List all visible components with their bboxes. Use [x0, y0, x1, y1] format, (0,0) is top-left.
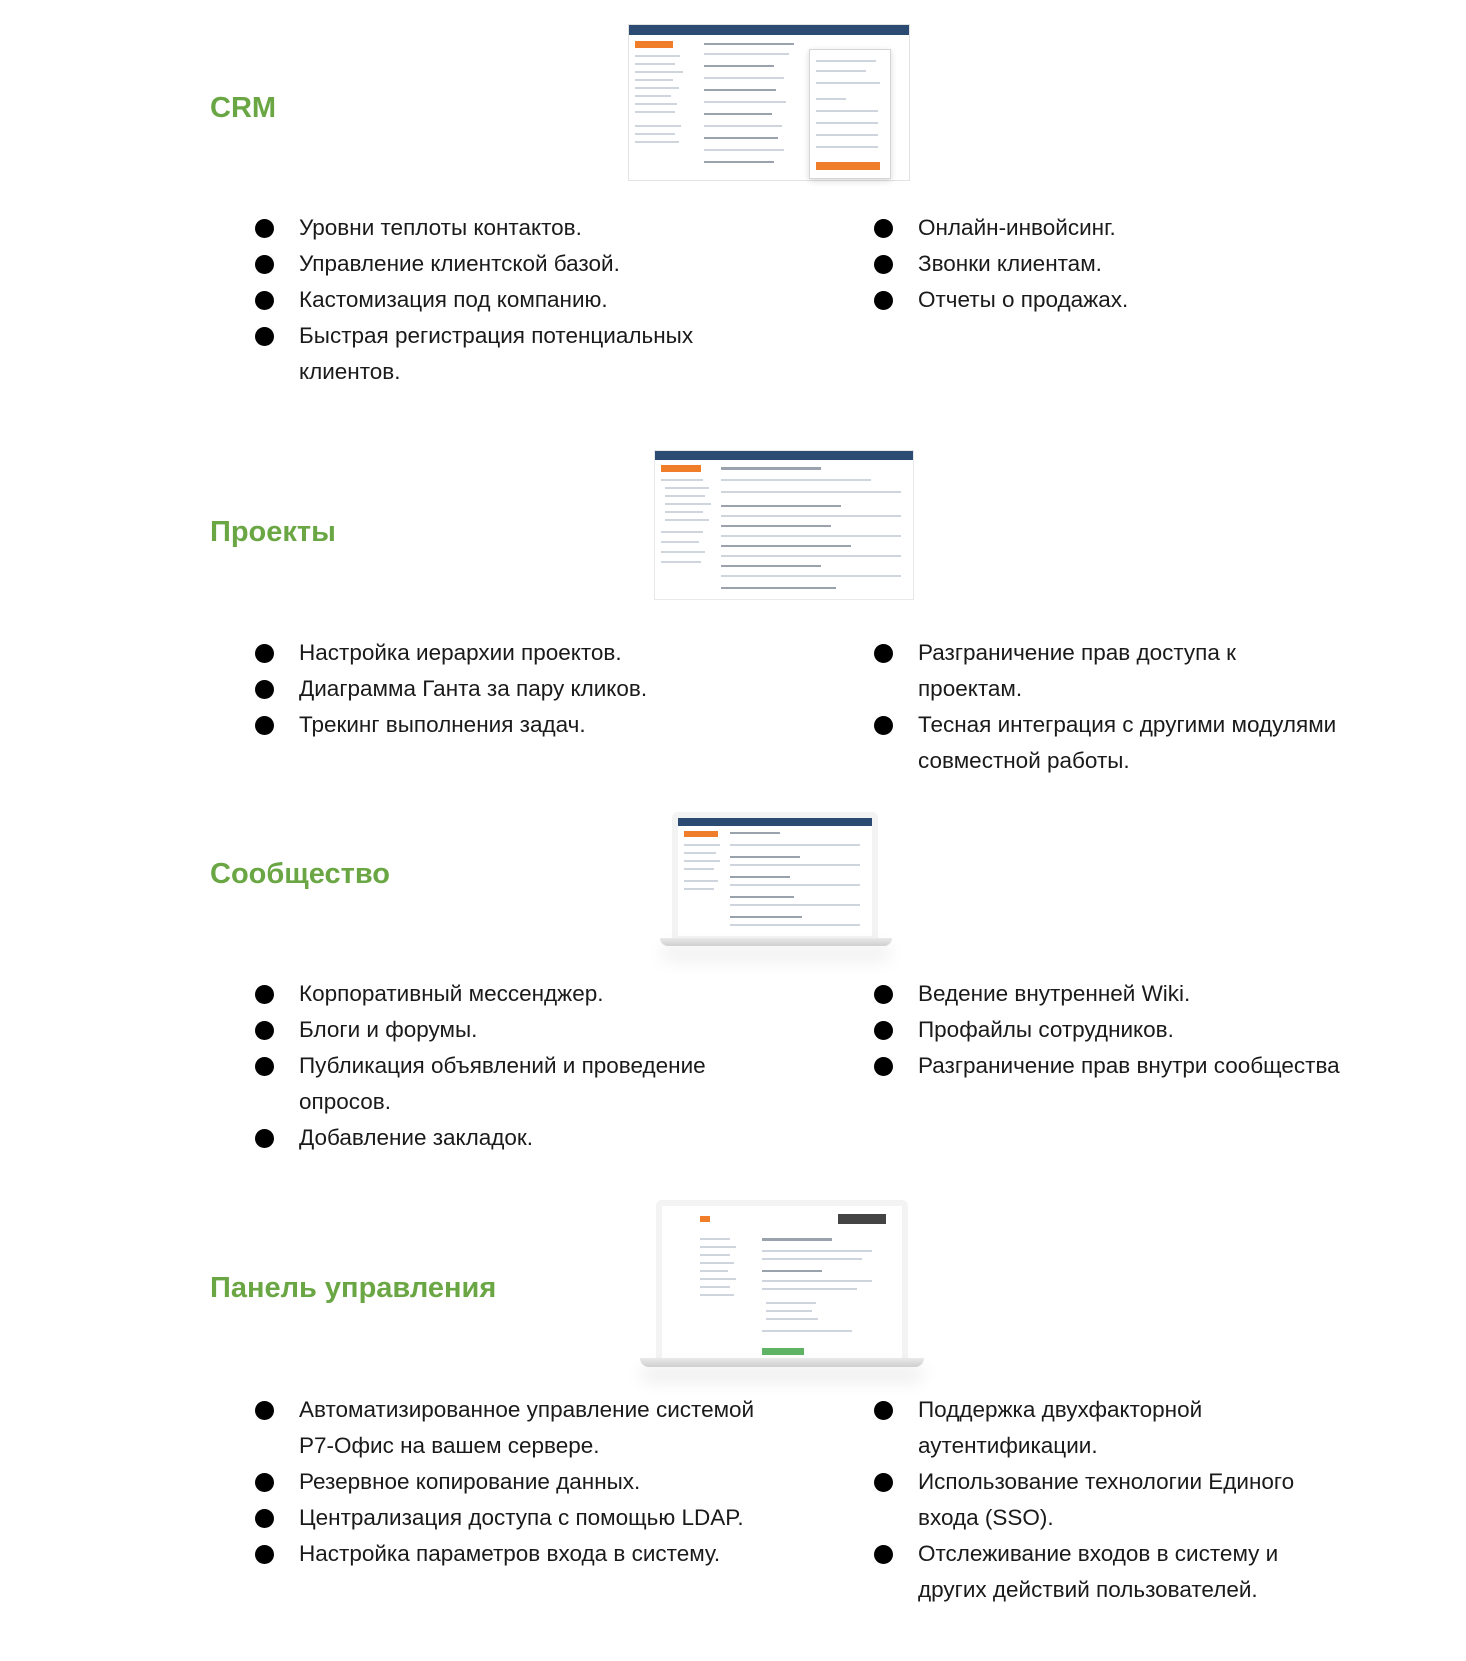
bullet-icon [874, 985, 893, 1004]
section-title-control-panel: Панель управления [210, 1272, 497, 1304]
list-item: Публикация объявлений и проведение опросов. [255, 1048, 755, 1120]
bullet-icon [874, 644, 893, 663]
section-title-projects: Проекты [210, 516, 336, 548]
list-item: Ведение внутренней Wiki. [874, 976, 1344, 1012]
list-item: Разграничение прав внутри сообщества [874, 1048, 1344, 1084]
list-item: Настройка параметров входа в систему. [255, 1536, 755, 1572]
list-item: Уровни теплоты контактов. [255, 210, 755, 246]
bullet-icon [255, 219, 274, 238]
bullet-icon [255, 1473, 274, 1492]
list-item: Резервное копирование данных. [255, 1464, 755, 1500]
bullet-icon [255, 1401, 274, 1420]
list-item: Тесная интеграция с другими модулями совместной работы. [874, 707, 1344, 779]
bullet-icon [255, 1545, 274, 1564]
list-item: Быстрая регистрация потенциальных клиентов. [255, 318, 755, 390]
list-item: Использование технологии Единого входа (SSO). [874, 1464, 1344, 1536]
crm-screenshot [628, 24, 910, 181]
bullet-icon [874, 291, 893, 310]
list-item: Отчеты о продажах. [874, 282, 1344, 318]
bullet-icon [255, 680, 274, 699]
list-item: Добавление закладок. [255, 1120, 755, 1156]
bullet-icon [874, 1057, 893, 1076]
bullet-icon [874, 255, 893, 274]
list-item: Звонки клиентам. [874, 246, 1344, 282]
bullet-icon [255, 1129, 274, 1148]
community-right-list [874, 976, 1344, 1084]
bullet-icon [874, 219, 893, 238]
bullet-icon [874, 1021, 893, 1040]
list-item: Управление клиентской базой. [255, 246, 755, 282]
bullet-icon [255, 644, 274, 663]
community-left-list [255, 976, 755, 1156]
bullet-icon [255, 1509, 274, 1528]
list-item: Разграничение прав доступа к проектам. [874, 635, 1344, 707]
control-panel-left-list [255, 1392, 755, 1572]
list-item: Онлайн-инвойсинг. [874, 210, 1344, 246]
list-item: Кастомизация под компанию. [255, 282, 755, 318]
list-item: Корпоративный мессенджер. [255, 976, 755, 1012]
control-panel-right-list [874, 1392, 1344, 1608]
list-item: Настройка иерархии проектов. [255, 635, 755, 671]
bullet-icon [255, 327, 274, 346]
list-item: Профайлы сотрудников. [874, 1012, 1344, 1048]
list-item: Централизация доступа с помощью LDAP. [255, 1500, 755, 1536]
section-title-community: Сообщество [210, 858, 390, 890]
bullet-icon [255, 255, 274, 274]
bullet-icon [874, 716, 893, 735]
list-item: Отслеживание входов в систему и других действий пользователей. [874, 1536, 1344, 1608]
bullet-icon [874, 1401, 893, 1420]
list-item: Блоги и форумы. [255, 1012, 755, 1048]
list-item: Диаграмма Ганта за пару кликов. [255, 671, 755, 707]
section-title-crm: CRM [210, 92, 277, 124]
bullet-icon [874, 1545, 893, 1564]
bullet-icon [255, 716, 274, 735]
bullet-icon [255, 1021, 274, 1040]
bullet-icon [874, 1473, 893, 1492]
projects-screenshot [654, 450, 914, 600]
projects-left-list [255, 635, 755, 743]
list-item: Поддержка двухфакторной аутентификации. [874, 1392, 1344, 1464]
crm-left-list [255, 210, 755, 390]
bullet-icon [255, 985, 274, 1004]
list-item: Автоматизированное управление системой Р7-Офис на вашем сервере. [255, 1392, 755, 1464]
bullet-icon [255, 1057, 274, 1076]
crm-right-list [874, 210, 1344, 318]
projects-right-list [874, 635, 1344, 779]
list-item: Трекинг выполнения задач. [255, 707, 755, 743]
bullet-icon [255, 291, 274, 310]
